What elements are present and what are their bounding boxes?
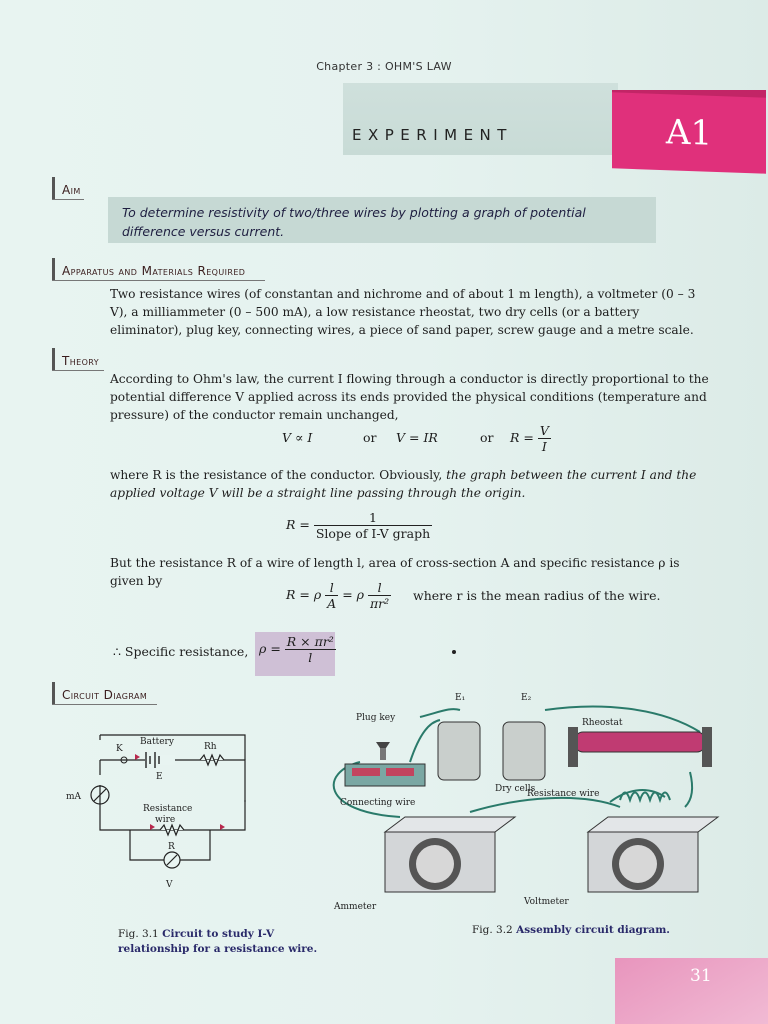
fig1-e: E <box>156 772 163 782</box>
theory-heading: Theory <box>52 354 99 368</box>
fig2-voltmeter: Voltmeter <box>524 897 569 907</box>
fig1-wire: wire <box>155 815 176 825</box>
equation-specific-den: l <box>308 650 313 665</box>
fig2-caption <box>472 923 692 938</box>
equation-resistance-lhs: R = <box>510 430 534 445</box>
equation-resistivity-num2: l <box>368 580 391 596</box>
equation-resistivity-lhs: R = ρ <box>286 587 322 602</box>
fig1-k: K <box>116 744 123 754</box>
equation-resistance <box>510 423 551 454</box>
equation-slope <box>286 510 432 541</box>
equation-resistivity <box>286 580 391 611</box>
equation-specific-lhs: ρ = <box>259 641 281 656</box>
fig1-caption <box>118 927 348 957</box>
theory-paragraph-1: According to Ohm's law, the current I flowing through a conductor is directly proportional to the potential difference V applied across its ends provided the physical conditions (temperature and pressure) of the conductor remain unchanged, <box>110 372 709 422</box>
fig1-caption-text: Circuit to study I-V relationship for a resistance wire. <box>118 928 318 955</box>
experiment-code: A1 <box>612 92 766 173</box>
fig1-rh: Rh <box>204 742 217 752</box>
equation-resistivity-num1: l <box>325 580 338 596</box>
theory-paragraph-2 <box>110 466 715 502</box>
fig2-rheostat: Rheostat <box>582 718 623 728</box>
fig2-resistance-wire: Resistance wire <box>527 789 600 799</box>
aim-text: To determine resistivity of two/three wires by plotting a graph of potential difference versus current. <box>122 205 586 239</box>
fig1-battery: Battery <box>140 737 174 747</box>
equation-resistance-den: I <box>541 439 547 454</box>
fig1-v: V <box>166 880 173 890</box>
current-arrows <box>135 754 225 830</box>
aim-heading: Aim <box>52 183 81 197</box>
page-number: 31 <box>690 966 712 986</box>
fig2-caption-number: Fig. 3.2 <box>472 924 513 936</box>
theory-paragraph-2-italic: the graph between the current I and the applied voltage V will be a straight line passing through the origin. <box>110 468 697 500</box>
equation-specific-num: R × πr² <box>286 634 334 649</box>
theory-paragraph-3: But the resistance R of a wire of length l, area of cross-section A and specific resistance ρ is given by <box>110 556 680 588</box>
theory-paragraph-2-text: where R is the resistance of the conductor. Obviously, <box>110 468 447 482</box>
fig2-plug-key: Plug key <box>356 713 396 723</box>
equation-or-1: or <box>363 430 377 445</box>
fig2-dry-cells: Dry cells <box>495 784 536 794</box>
specific-resistance-label: ∴ Specific resistance, <box>113 644 249 659</box>
equation-resistivity-den2: πr² <box>369 596 390 611</box>
equation-slope-lhs: R = <box>286 517 310 532</box>
stray-dot <box>452 650 456 654</box>
dry-cell-1 <box>438 722 480 780</box>
experiment-label: EXPERIMENT <box>352 126 513 144</box>
fig1-resistance: Resistance <box>143 804 193 814</box>
equation-or-2: or <box>480 430 494 445</box>
fig2-caption-text: Assembly circuit diagram. <box>516 924 670 936</box>
circuit-heading: Circuit Diagram <box>52 688 147 702</box>
equation-resistivity-den1: A <box>327 596 337 611</box>
fig1-r: R <box>168 842 175 852</box>
fig1-ma: mA <box>66 792 82 802</box>
rheostat-coil <box>575 732 705 752</box>
dry-cell-2 <box>503 722 545 780</box>
equation-slope-den: Slope of I-V graph <box>315 526 431 541</box>
apparatus-heading: Apparatus and Materials Required <box>52 264 245 278</box>
fig1-caption-number: Fig. 3.1 <box>118 928 159 940</box>
equation-slope-num: 1 <box>314 510 432 526</box>
apparatus-text: Two resistance wires (of constantan and nichrome and of about 1 m length), a voltmeter (0 – 3 V), a milliammeter (0 – 500 mA), a low resistance rheostat, two dry cells (or a battery eliminator), plug key, connecting wires, a piece of sand paper, screw gauge and a metre scale. <box>110 287 696 337</box>
rheostat-symbol <box>200 755 224 765</box>
equation-proportional: V ∝ I <box>282 430 313 445</box>
chapter-header: Chapter 3 : OHM'S LAW <box>316 60 452 73</box>
equation-specific-resistance <box>259 634 336 665</box>
equation-ohm: V = IR <box>396 430 438 445</box>
fig2-e1: E₁ <box>455 693 466 703</box>
equation-resistivity-mid: = ρ <box>342 587 364 602</box>
fig2-e2: E₂ <box>521 693 532 703</box>
equation-resistance-num: V <box>539 423 549 438</box>
fig2-ammeter: Ammeter <box>334 902 377 912</box>
equation-resistivity-note: where r is the mean radius of the wire. <box>413 588 661 603</box>
resistance-wire <box>620 793 670 801</box>
experiment-banner <box>343 83 618 155</box>
fig2-connecting-wire: Connecting wire <box>340 798 416 808</box>
